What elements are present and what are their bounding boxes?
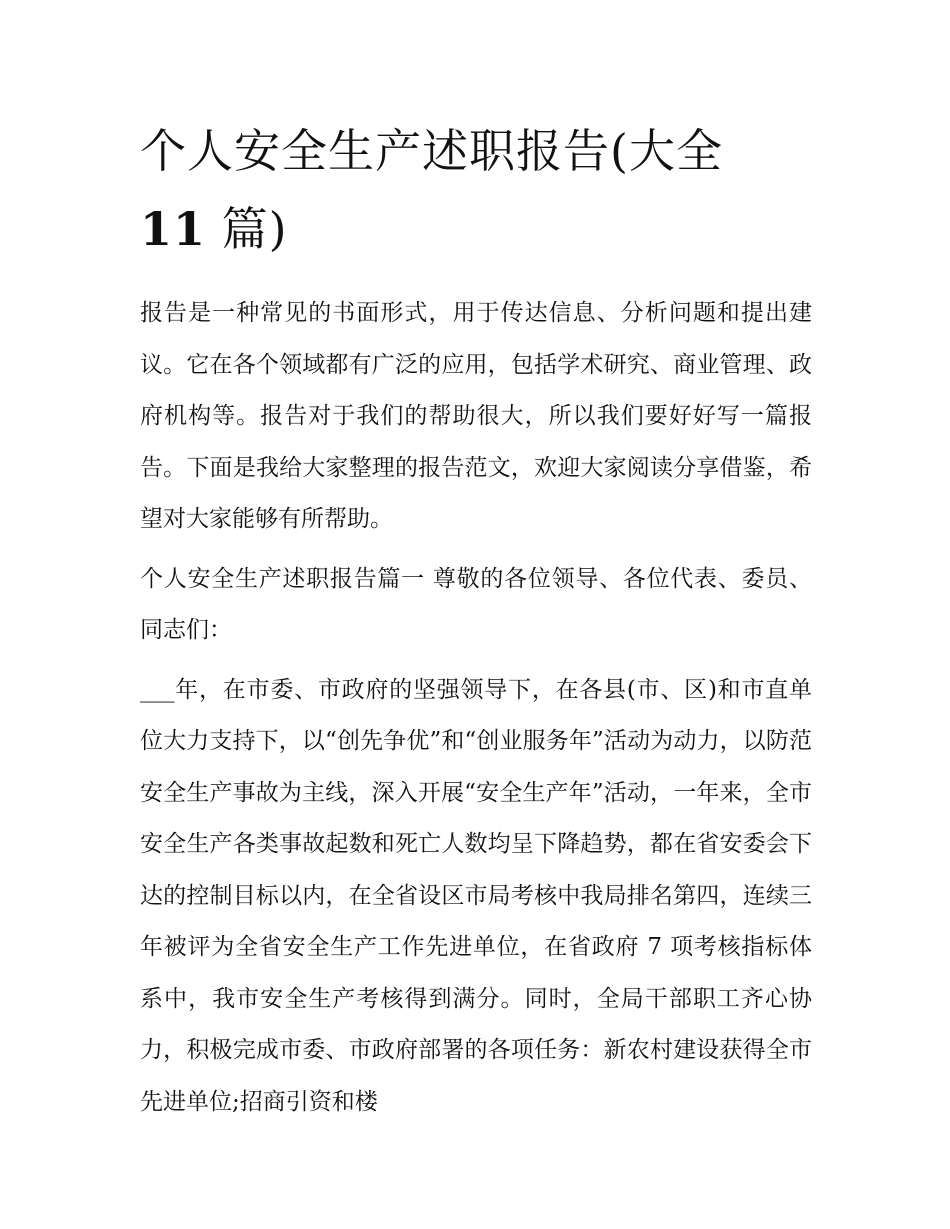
title-line-1: 个人安全生产述职报告(大全 <box>140 124 723 178</box>
section-heading-paragraph: 个人安全生产述职报告篇一 尊敬的各位领导、各位代表、委员、同志们： <box>140 565 812 643</box>
document-content <box>140 112 812 1128</box>
body-paragraph: ___年，在市委、市政府的坚强领导下，在各县(市、区)和市直单位大力支持下，以“创先争优”和“创业服务年”活动为动力，以防范安全生产事故为主线，深入开展“安全生产年”活动，一年来，全市安全生产各类事故起数和死亡人数均呈下降趋势，都在省安委会下达的控制目标以内，在全省设区市局考核中我局排名第四，连续三年被评为全省安全生产工作先进单位，在省政府 7 项考核指标体系中，我市安全生产考核得到满分。同时，全局干部职工齐心协力，积极完成市委、市政府部署的各项任务：新农村建设获得全市先进单位;招商引资和楼 <box>140 676 812 1115</box>
document-title <box>140 112 812 268</box>
title-line-2: 篇) <box>206 202 288 256</box>
intro-paragraph: 报告是一种常见的书面形式，用于传达信息、分析问题和提出建议。它在各个领域都有广泛的应用，包括学术研究、商业管理、政府机构等。报告对于我们的帮助很大，所以我们要好好写一篇报告。下面是我给大家整理的报告范文，欢迎大家阅读分享借鉴，希望对大家能够有所帮助。 <box>140 300 812 532</box>
title-number: 11 <box>140 202 207 256</box>
